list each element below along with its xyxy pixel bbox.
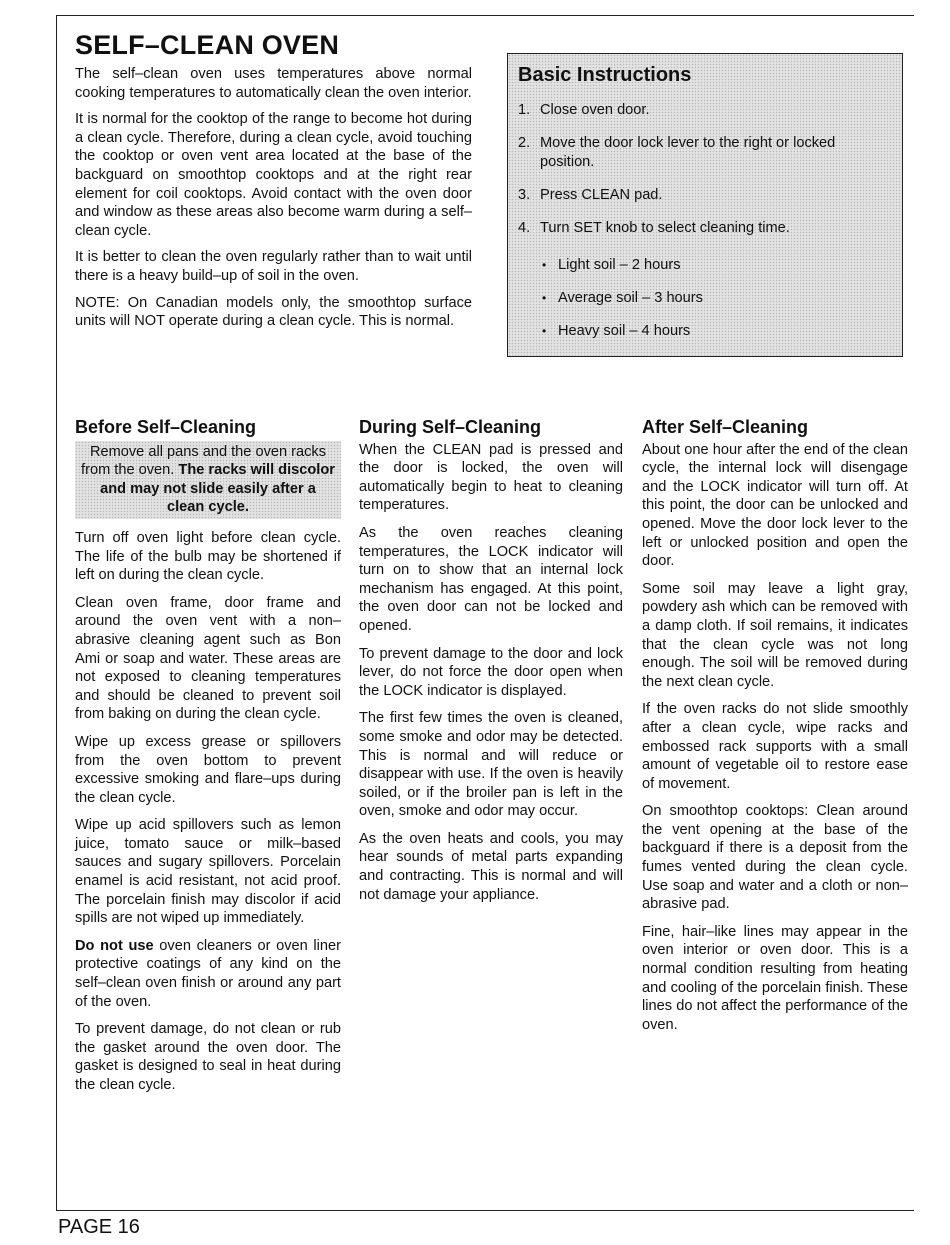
intro-section: [75, 65, 472, 339]
step-number: 2.: [518, 135, 531, 151]
intro-paragraph: It is better to clean the oven regularly rather than to wait until there is a heavy build–up of soil in the oven.: [75, 249, 472, 284]
bullet-icon: •: [542, 291, 547, 305]
after-paragraph: About one hour after the end of the clean cycle, the internal lock will disengage and the LOCK indicator will turn off. At this point, the door can be unlocked and opened. Move the door lock lever to the left or unlocked position and open the door.: [642, 441, 908, 570]
soil-text: Average soil – 3 hours: [558, 290, 703, 306]
before-paragraph: Wipe up excess grease or spillovers from the oven bottom to prevent excessive smoking and flare–ups during the clean cycle.: [75, 733, 341, 806]
step-item: [518, 186, 890, 205]
after-paragraph: Fine, hair–like lines may appear in the oven interior or oven door. This is a normal condition resulting from heating and cooling of the porcelain finish. These lines do not affect the performance of the oven.: [642, 923, 908, 1033]
during-section: [359, 418, 623, 913]
basic-instructions-heading: Basic Instructions: [518, 64, 692, 86]
during-paragraph: As the oven heats and cools, you may hear sounds of metal parts expanding and contracting. This is normal and will not damage your appliance.: [359, 830, 623, 903]
do-not-use-label: Do not use: [75, 937, 154, 954]
step-number: 3.: [518, 187, 531, 203]
steps-list: [518, 101, 890, 252]
soil-list-item: [542, 289, 703, 308]
left-rule: [56, 15, 57, 1211]
before-paragraph: To prevent damage, do not clean or rub the gasket around the oven door. The gasket is designed to seal in heat during the clean cycle.: [75, 1021, 341, 1093]
step-text: Close oven door.: [540, 102, 650, 118]
intro-note: NOTE: On Canadian models only, the smoothtop surface units will NOT operate during a clean cycle. This is normal.: [75, 294, 472, 330]
soil-text: Light soil – 2 hours: [558, 257, 681, 273]
soil-list: [542, 256, 703, 355]
step-number: 4.: [518, 220, 531, 236]
do-not-use-text: oven cleaners or oven liner protective coatings of any kind on the self–clean oven finish or around any part of the oven.: [75, 937, 342, 1010]
page-title: SELF–CLEAN OVEN: [75, 30, 340, 60]
before-note-plain: Remove all pans and the oven racks from the oven.: [81, 443, 327, 479]
after-heading: After Self–Cleaning: [642, 417, 809, 437]
during-paragraph: To prevent damage to the door and lock lever, do not force the door open when the LOCK indicator is displayed.: [359, 645, 623, 699]
before-note-bold: The racks will discolor and may not slide easily after a clean cycle.: [100, 462, 335, 516]
step-text: Move the door lock lever to the right or locked position.: [540, 135, 836, 170]
before-warning: [75, 937, 341, 1011]
before-note-box: [75, 441, 341, 519]
intro-paragraph: The self–clean oven uses temperatures above normal cooking temperatures to automatically clean the oven interior.: [75, 66, 472, 101]
soil-list-item: [542, 256, 703, 275]
after-paragraph: On smoothtop cooktops: Clean around the vent opening at the base of the backguard if there is a deposit from the fumes vented during the clean cycle. Use soap and water and a cloth or non–abrasive pad.: [642, 803, 908, 913]
step-item: [518, 101, 890, 120]
bottom-rule: [56, 1210, 914, 1211]
page-number: PAGE 16: [58, 1216, 140, 1238]
during-paragraph: When the CLEAN pad is pressed and the door is locked, the oven will automatically begin to heat to cleaning temperatures.: [359, 441, 623, 514]
basic-instructions-box: [507, 53, 903, 357]
bullet-icon: •: [542, 258, 547, 272]
after-section: [642, 418, 908, 1043]
before-paragraph: Wipe up acid spillovers such as lemon juice, tomato sauce or milk–based sauces and sugary spillovers. Porcelain enamel is acid resistant, not acid proof. The porcelain finish may discolor if acid spills are not wiped up immediately.: [75, 817, 341, 927]
before-paragraph: Clean oven frame, door frame and around the oven vent with a non–abrasive cleaning agent such as Bon Ami or soap and water. These areas are not exposed to cleaning temperatures and should be cleaned to prevent soil from baking on during the clean cycle.: [75, 594, 341, 723]
soil-text: Heavy soil – 4 hours: [558, 323, 691, 339]
step-text: Press CLEAN pad.: [540, 187, 663, 203]
during-paragraph: As the oven reaches cleaning temperatures, the LOCK indicator will turn on to show that an internal lock mechanism has engaged. At this point, the oven door can not be locked and opened.: [359, 524, 623, 634]
step-number: 1.: [518, 102, 531, 118]
step-item: [518, 219, 890, 238]
step-text: Turn SET knob to select cleaning time.: [540, 220, 790, 236]
during-paragraph: The first few times the oven is cleaned, some smoke and odor may be detected. This is normal and will reduce or disappear with use. If the oven is heavily soiled, or if the broiler pan is left in the oven, smoke and odor may occur.: [359, 710, 623, 820]
after-paragraph: If the oven racks do not slide smoothly after a clean cycle, wipe racks and embossed rack supports with a small amount of vegetable oil to restore ease of movement.: [642, 701, 908, 792]
bullet-icon: •: [542, 324, 547, 338]
after-paragraph: Some soil may leave a light gray, powdery ash which can be removed with a damp cloth. If soil remains, it indicates that the clean cycle was not long enough. The soil will be removed during the next clean cycle.: [642, 580, 908, 690]
soil-list-item: [542, 322, 703, 341]
before-paragraph: Turn off oven light before clean cycle. The life of the bulb may be shortened if left on during the clean cycle.: [75, 529, 341, 584]
top-rule: [56, 15, 914, 16]
step-item: [518, 134, 890, 172]
before-heading: Before Self–Cleaning: [75, 417, 257, 437]
during-heading: During Self–Cleaning: [359, 417, 542, 437]
intro-paragraph: It is normal for the cooktop of the range to become hot during a clean cycle. Therefore, during a clean cycle, avoid touching the cooktop or oven vent area located at the base of the backguard on smoothtop cooktops and at the right rear element for coil cooktops. Avoid contact with the oven door and window as these areas also become warm during a self–clean cycle.: [75, 111, 472, 239]
before-section: [75, 418, 341, 1104]
